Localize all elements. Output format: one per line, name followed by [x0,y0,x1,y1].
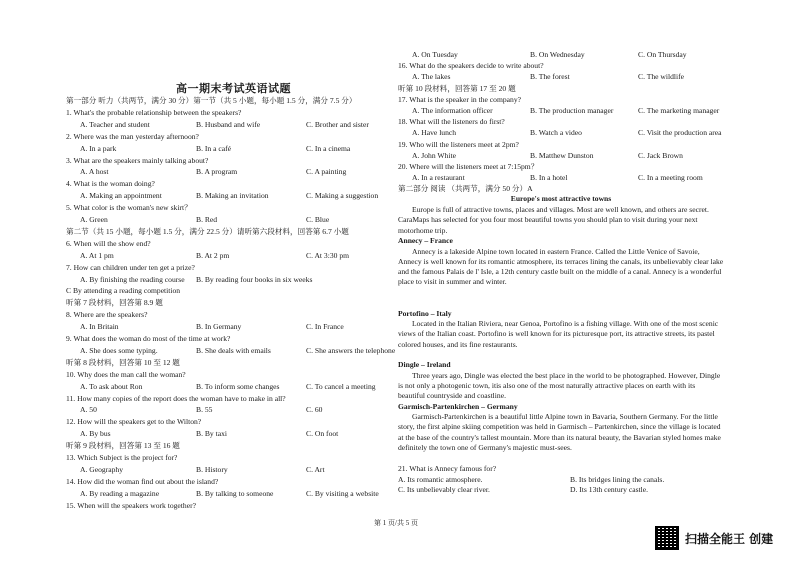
answer-option: A. She does some typing. [80,345,158,355]
answer-option: A. To ask about Ron [80,381,143,391]
answer-option: B. By taxi [196,429,228,439]
answer-option: C. Jack Brown [638,150,683,160]
answer-option: B. By reading four books in six weeks [196,274,313,284]
question-line: 听第 10 段材料，回答第 17 至 20 题 [398,83,516,93]
qr-code-icon [655,526,679,550]
question-line: 18. What will the listeners do first? [398,117,505,127]
answer-option: B. Matthew Dunston [530,150,594,160]
section-body: Three years ago, Dingle was elected the best place in the world to be photographed. However, Dingle is not only a photogenic town, itis also one of the most naturally attractive places on earth with its beautiful countryside and coastline. [398,370,721,401]
question-line: 19. Who will the listeners meet at 2pm? [398,139,519,149]
question-line: C By attending a reading competition [66,286,181,296]
answer-option: B. Red [196,215,218,224]
answer-option: C. On Thursday [638,50,687,59]
section-body: Located in the Italian Riviera, near Genoa, Portofino is a fishing village. With one of the most scenic views of the Italian coast. Portofino is well known for its picturesque port, its attractive streets, its pastel colored houses, and its fine restaurants. [398,319,719,349]
answer-option: A. Green [80,215,108,224]
question-line: 7. How can children under ten get a prize? [66,262,195,272]
question-line: 14. How did the woman find out about the island? [66,476,219,486]
answer-option: B. History [196,464,228,474]
answer-option: B. On Wednesday [530,50,585,59]
answer-option: B. A program [196,167,238,177]
page-title: 高一期末考试英语试题 [176,83,291,95]
answer-option: B. In a café [196,143,231,153]
answer-option: C. In a meeting room [638,173,703,183]
question-line: 听第 7 段材料，回答第 8.9 题 [66,298,163,308]
answer-option: B. Watch a video [530,128,582,138]
section-heading: Portofino – Italy [398,308,452,318]
question-line: 17. What is the speaker in the company? [398,94,522,104]
answer-option: A. By bus [80,429,111,439]
question-line: 15. When will the speakers work together? [66,500,196,510]
answer-option: C. Visit the production area [638,128,722,138]
answer-option: A. In a restaurant [412,173,465,183]
answer-option: B. In a hotel [530,173,568,183]
article-heading: Europe's most attractive towns [510,194,612,203]
answer-option: B. The forest [530,72,570,82]
answer-option: C. To cancel a meeting [306,381,376,391]
answer-option: B. She deals with emails [196,345,271,355]
answer-option: C. Brother and sister [306,119,369,129]
answer-option: A. 50 [80,405,97,415]
question-line: 5. What color is the woman's new skirt？ [66,203,192,213]
question-line: 3. What are the speakers mainly talking about? [66,155,209,165]
answer-option: A. At 1 pm [80,250,114,260]
question-line: 第二节（共 15 小题，每小题 1.5 分，满分 22.5 分）请听第六段材料，回答第 6.7 小题 [66,226,349,236]
section-heading: Garmisch-Partenkirchen – Germany [398,401,518,411]
answer-option: C. In a cinema [306,143,351,153]
question-line: 2. Where was the man yesterday afternoon? [66,131,199,141]
question-line: 第二部分 阅读 （共两节，满分 50 分）A [398,184,533,194]
answer-option: A. Geography [80,464,124,474]
question-line: 9. What does the woman do most of the time at work? [66,334,231,343]
scanner-label: 扫描全能王 创建 [685,531,774,546]
question-line: 听第 8 段材料，回答第 10 至 12 题 [66,357,180,367]
answer-option: C. Blue [306,215,330,224]
answer-option: C. Its unbelievably clear river. [398,485,490,494]
page-footer: 第 1 页/共 5 页 [374,519,418,527]
section-heading: Annecy – France [398,236,453,245]
answer-option: A. A host [80,167,109,177]
answer-option: B. Husband and wife [196,119,261,129]
answer-option: B. Making an invitation [196,191,269,201]
answer-option: B. Its bridges lining the canals. [570,474,665,484]
answer-option: C. By visiting a website [306,488,379,498]
answer-option: C. 60 [306,405,323,415]
answer-option: A. The lakes [412,72,451,82]
answer-option: B. At 2 pm [196,250,230,260]
question-line: 第一部分 听力（共两节，满分 30 分）第一节（共 5 小题，每小题 1.5 分，满分 7.5 分） [66,96,357,105]
answer-option: C. Making a suggestion [306,191,379,201]
answer-option: D. Its 13th century castle. [570,485,649,494]
answer-option: B. To inform some changes [196,381,280,391]
answer-option: C. On foot [306,429,339,439]
answer-option: B. In Germany [196,322,242,332]
question-line: 听第 9 段材料，回答第 13 至 16 题 [66,441,180,451]
article-intro: Europe is full of attractive towns, places and villages. Most are well known, and others are secret. CaraMaps has selected for you four most beautiful towns you should plan to visit during your next motorhome trip. [398,205,709,235]
scanner-watermark [655,526,773,550]
answer-option: A. On Tuesday [412,50,458,59]
question-line: 21. What is Annecy famous for? [398,464,497,473]
question-line: 8. Where are the speakers? [66,310,148,320]
question-line: 12. How will the speakers get to the Wilton? [66,417,202,427]
answer-option: B. By talking to someone [196,488,274,498]
section-body: Annecy is a lakeside Alpine town located in eastern France. Called the Little Venice of Savoie, Annecy is well known for its romantic atmosphere, its terraces lining the canals, its unbelievably clear lake and the famous Palais de l' Isle, a 12th century castle built on the middle of a canal. Annecy is a wonderful place to visit in summer and winter. [398,246,724,287]
section-body: Garmisch-Partenkirchen is a beautiful little Alpine town in Bavaria, Southern Germany. For the little story, the first alpine skiing competition was held in Garmisch – Partenkirchen, since the village is located at the base of the country's tallest mountain. More than its natural beauty, the Bavarian styled homes make definitely the town one of Germany's majestic must-sees. [398,412,721,452]
answer-option: A. By finishing the reading course [80,274,185,284]
answer-option: C. The marketing manager [638,106,720,115]
question-line: 13. Which Subject is the project for? [66,453,178,462]
question-line: 6. When will the show end? [66,238,151,248]
question-line: 1. What's the probable relationship between the speakers? [66,107,242,117]
answer-option: A. Its romantic atmosphere. [398,474,483,484]
answer-option: C. At 3:30 pm [306,250,350,260]
question-line: 16. What do the speakers decide to write about? [398,61,544,71]
question-line: 4. What is the woman doing? [66,179,155,189]
answer-option: A. In a park [80,143,117,153]
answer-option: A. The information officer [412,106,493,115]
answer-option: C. The wildlife [638,72,685,82]
answer-option: B. The production manager [530,106,614,115]
section-heading: Dingle – Ireland [398,360,451,369]
answer-option: A. By reading a magazine [80,488,160,498]
answer-option: A. Have lunch [412,128,457,138]
answer-option: C. Art [306,464,325,474]
answer-option: C. In France [306,322,344,332]
answer-option: B. 55 [196,405,213,415]
answer-option: A. In Britain [80,322,119,332]
question-line: 11. How many copies of the report does the woman have to make in all? [66,393,286,403]
answer-option: C. A painting [306,167,347,177]
question-line: 20. Where will the listeners meet at 7:15pm？ [398,162,539,171]
answer-option: A. Teacher and student [80,119,150,129]
answer-option: A. John White [412,150,456,160]
answer-option: C. She answers the telephone [306,345,396,355]
question-line: 10. Why does the man call the woman? [66,369,186,379]
answer-option: A. Making an appointment [80,191,162,201]
